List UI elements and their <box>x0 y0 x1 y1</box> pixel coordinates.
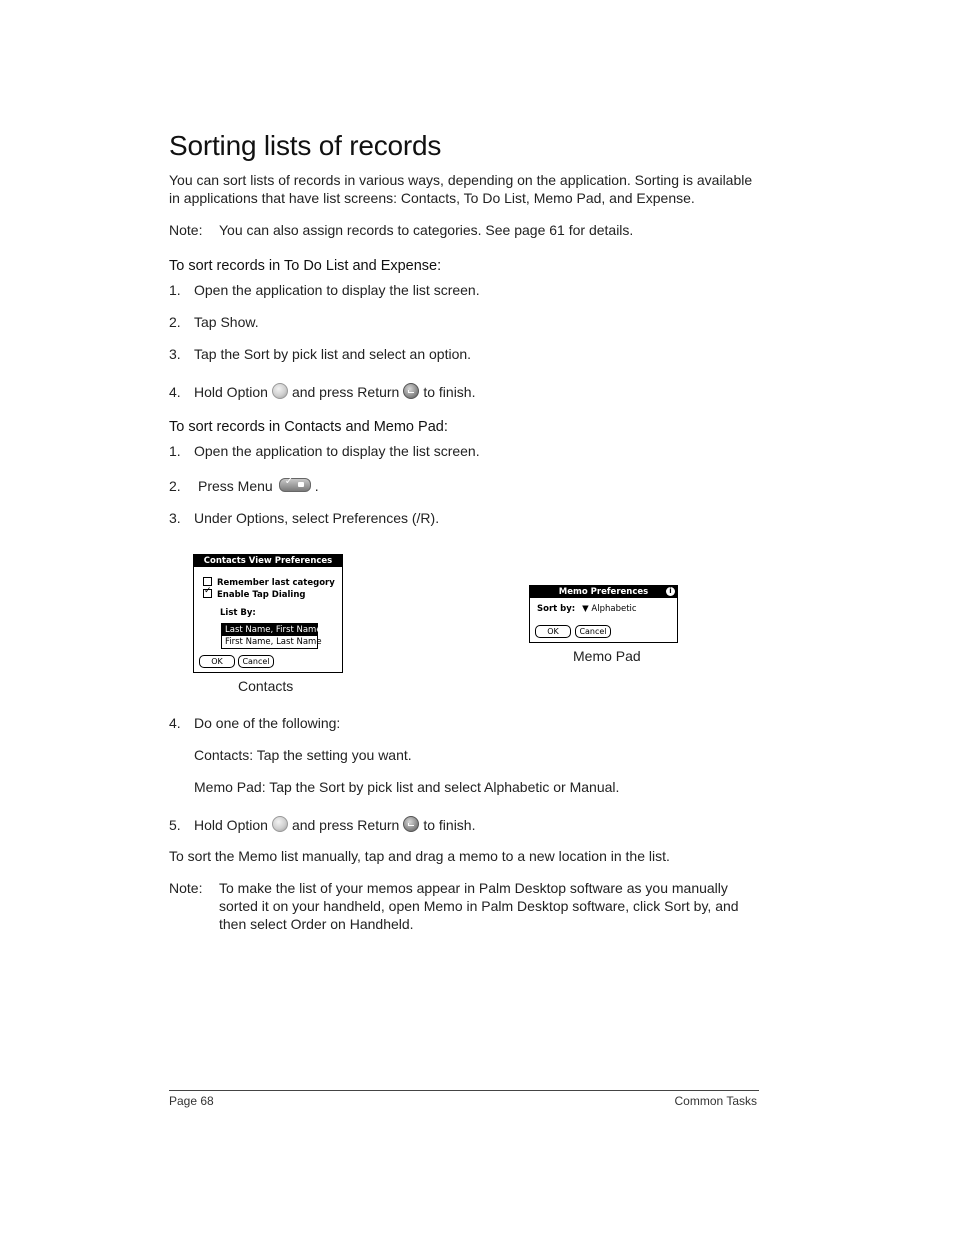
screen-title-bar: Memo Preferences i <box>530 586 677 598</box>
note-palm-desktop <box>169 879 759 935</box>
remember-category-checkbox[interactable]: Remember last category <box>203 577 335 588</box>
closing-paragraph: To sort the Memo list manually, tap and drag a memo to a new location in the list. <box>169 848 670 864</box>
sort-by-picklist[interactable]: ▼ Alphabetic <box>582 604 637 614</box>
footer-divider <box>169 1090 759 1091</box>
option-button-icon <box>272 383 288 399</box>
contacts-preferences-screen <box>193 554 343 673</box>
page-number: Page 68 <box>169 1094 214 1108</box>
step-item: 4. Hold Option and press Return to finish. <box>169 384 476 400</box>
screen-title-bar: Contacts View Preferences <box>194 555 342 567</box>
return-button-icon <box>403 816 419 832</box>
return-button-icon <box>403 383 419 399</box>
sort-by-row <box>537 604 637 614</box>
checkbox-icon <box>203 577 212 586</box>
note-text: You can also assign records to categories. See page 61 for details. <box>219 222 634 238</box>
step-item: 3. Under Options, select Preferences (/R). <box>169 510 440 526</box>
tap-dialing-checkbox[interactable]: ✓Enable Tap Dialing <box>203 589 305 600</box>
list-option-last-first[interactable]: Last Name, First Name <box>222 624 317 636</box>
section-heading-contacts-memo: To sort records in Contacts and Memo Pad: <box>169 419 448 435</box>
step-item: 2. Press Menu✓ . <box>169 478 319 494</box>
step-item: 1. Open the application to display the list screen. <box>169 443 480 459</box>
step-item: 4. Do one of the following: <box>169 715 341 731</box>
note-label: Note: <box>169 222 203 238</box>
info-icon[interactable]: i <box>666 587 675 596</box>
cancel-button[interactable]: Cancel <box>575 625 611 638</box>
list-by-options <box>221 623 322 649</box>
chapter-name: Common Tasks <box>674 1094 757 1108</box>
option-button-icon <box>272 816 288 832</box>
step-item: 3. Tap the Sort by pick list and select an option. <box>169 346 472 362</box>
sub-step-memo: Memo Pad: Tap the Sort by pick list and select Alphabetic or Manual. <box>194 779 620 795</box>
step-item: 5. Hold Option and press Return to finish. <box>169 817 476 833</box>
sub-step-contacts: Contacts: Tap the setting you want. <box>194 747 412 763</box>
sort-by-label: Sort by: <box>537 604 576 614</box>
note-categories <box>169 221 759 239</box>
list-option-first-last[interactable]: First Name, Last Name <box>225 637 322 647</box>
cancel-button[interactable]: Cancel <box>238 655 274 668</box>
contacts-caption: Contacts <box>238 678 294 694</box>
note-text: To make the list of your memos appear in Palm Desktop software as you manually sorted it on your handheld, open Memo in Palm Desktop software, click Sort by, and then select Order on Handheld. <box>219 880 739 932</box>
section-heading-todo-expense: To sort records in To Do List and Expense: <box>169 258 442 274</box>
step-item: 2. Tap Show. <box>169 314 259 330</box>
ok-button[interactable]: OK <box>535 625 571 638</box>
memo-pad-caption: Memo Pad <box>573 648 641 664</box>
menu-button-icon <box>279 478 311 492</box>
list-by-label: List By: <box>220 608 256 618</box>
triangle-down-icon: ▼ <box>582 604 589 614</box>
checkbox-checked-icon <box>203 589 212 598</box>
page-title: Sorting lists of records <box>169 130 442 161</box>
memo-preferences-screen <box>529 585 678 643</box>
step-item: 1. Open the application to display the list screen. <box>169 282 480 298</box>
intro-paragraph: You can sort lists of records in various ways, depending on the application. Sorting is available in applications that have list screens: Contacts, To Do List, Memo Pad, and Expense. <box>169 172 753 206</box>
ok-button[interactable]: OK <box>199 655 235 668</box>
note-label: Note: <box>169 880 203 896</box>
